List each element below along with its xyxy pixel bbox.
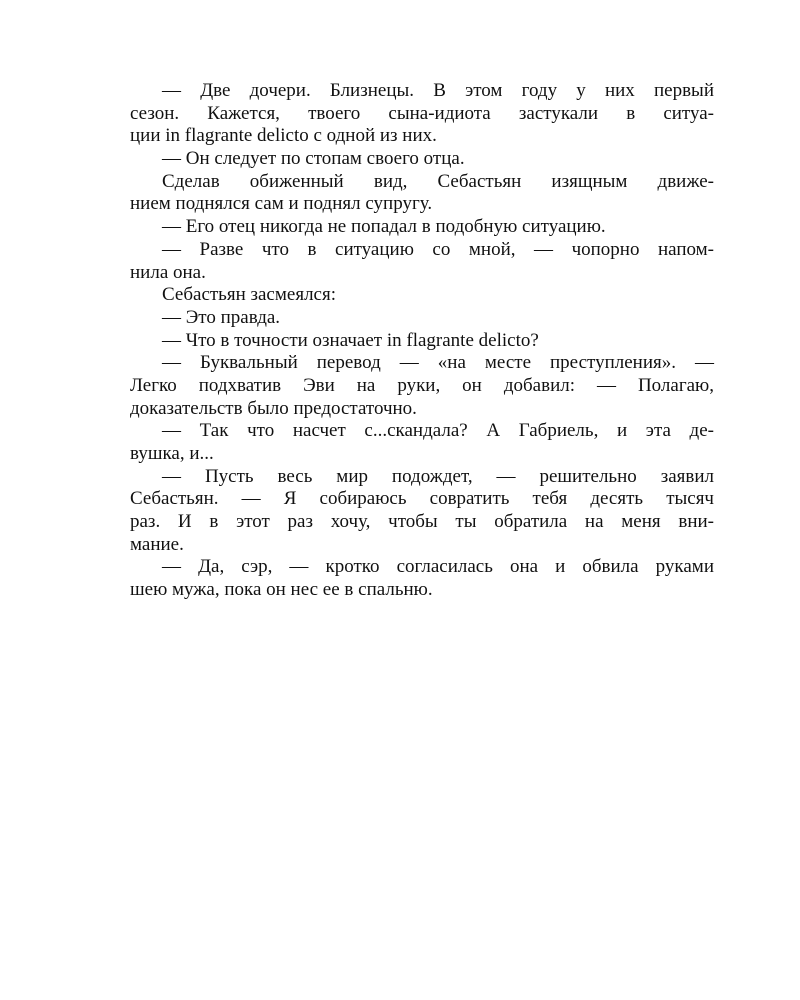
paragraph (130, 330, 714, 353)
paragraph (130, 284, 714, 307)
text-line: — Он следует по стопам своего отца. (162, 148, 465, 170)
text-line: — Да, сэр, — кротко согласилась она и обвила руками (162, 556, 714, 578)
text-line: ции in flagrante delicto с одной из них. (130, 125, 437, 147)
paragraph (130, 556, 714, 601)
paragraph (130, 420, 714, 465)
text-line: Легко подхватив Эви на руки, он добавил: — Полагаю, (130, 374, 714, 396)
text-line: — Его отец никогда не попадал в подобную ситуацию. (162, 216, 606, 238)
text-line: — Это правда. (162, 306, 281, 328)
text-line: Себастьян. — Я собираюсь совратить тебя десять тысяч (130, 488, 714, 510)
book-page (130, 80, 714, 602)
paragraph (130, 307, 714, 330)
text-line: Сделав обиженный вид, Себастьян изящным движе- (162, 170, 714, 192)
text-line: нием поднялся сам и поднял супругу. (130, 193, 433, 215)
text-line: — Так что насчет с...скандала? А Габриель, и эта де- (162, 420, 714, 442)
text-line: доказательств было предостаточно. (130, 397, 417, 419)
text-line: — Две дочери. Близнецы. В этом году у них первый (162, 80, 714, 101)
text-line: шею мужа, пока он нес ее в спальню. (130, 579, 433, 601)
paragraph (130, 466, 714, 557)
paragraph (130, 80, 714, 148)
text-line: — Пусть весь мир подождет, — решительно заявил (162, 465, 714, 487)
text-line: Себастьян засмеялся: (162, 284, 336, 306)
paragraph (130, 148, 714, 171)
text-line: вушка, и... (130, 443, 214, 464)
text-line: нила она. (130, 261, 206, 283)
text-line: сезон. Кажется, твоего сына-идиота застукали в ситуа- (130, 102, 714, 124)
text-line: раз. И в этот раз хочу, чтобы ты обратила на меня вни- (130, 511, 714, 533)
text-line: — Что в точности означает in flagrante delicto? (162, 329, 539, 351)
text-line: — Разве что в ситуацию со мной, — чопорно напом- (162, 238, 714, 260)
text-line: мание. (130, 533, 184, 555)
paragraph (130, 239, 714, 284)
paragraph (130, 216, 714, 239)
paragraph (130, 352, 714, 420)
paragraph (130, 171, 714, 216)
text-line: — Буквальный перевод — «на месте преступления». — (162, 352, 714, 374)
